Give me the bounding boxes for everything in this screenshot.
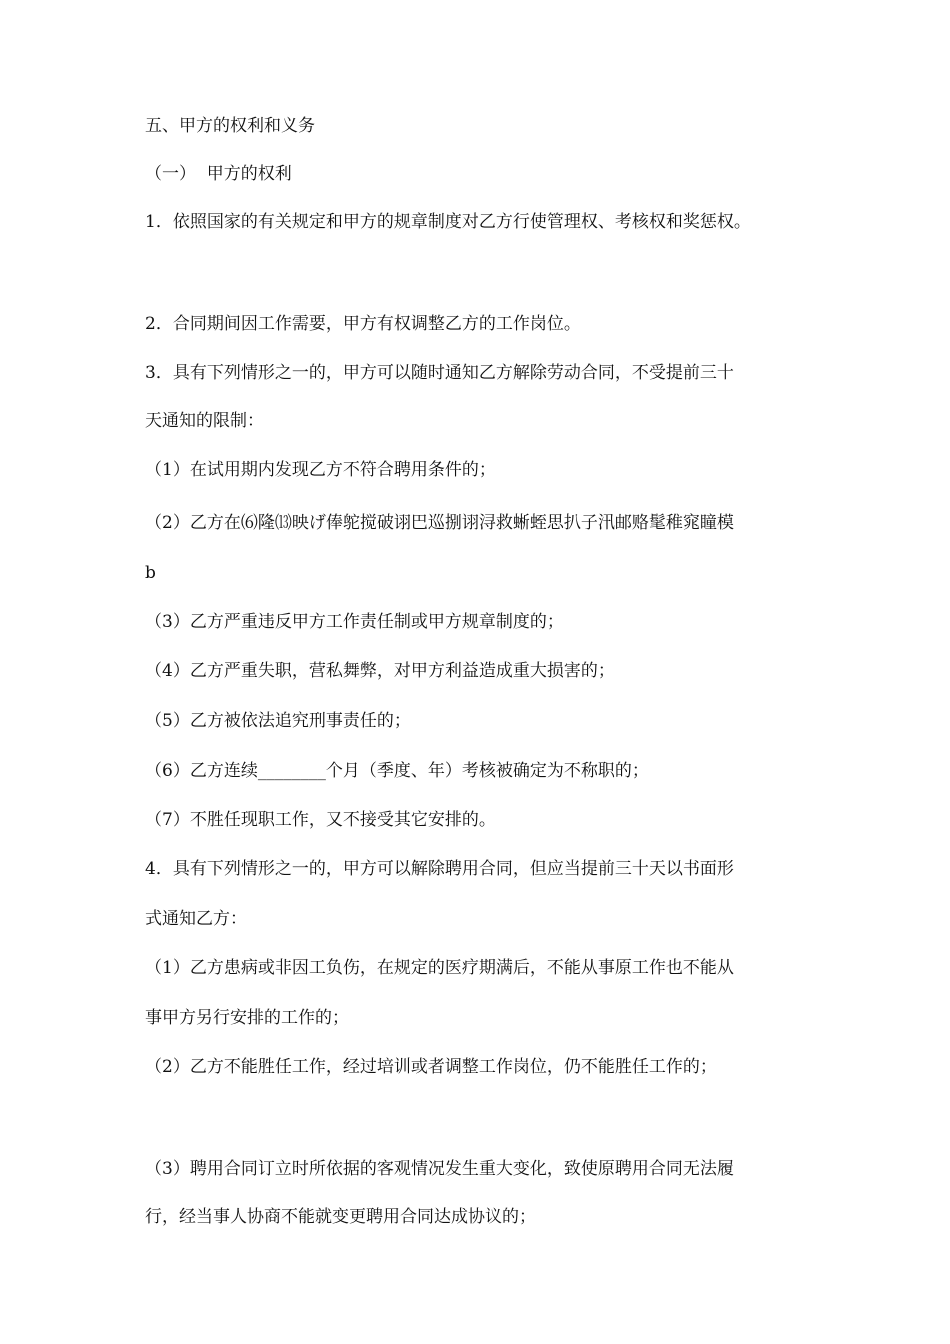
paragraph-line: 4．具有下列情形之一的，甲方可以解除聘用合同，但应当提前三十天以书面形 [145, 859, 734, 879]
list-item: （2）乙方在⑹隆⒀映げ俸鸵搅破诩巴巡捌诩浔救蜥蛭思扒子汛邮赂髦稚窕瞳模 [145, 513, 734, 533]
list-item: （2）乙方不能胜任工作，经过培训或者调整工作岗位，仍不能胜任工作的； [145, 1057, 717, 1077]
paragraph-line: 1．依照国家的有关规定和甲方的规章制度对乙方行使管理权、考核权和奖惩权。 [145, 212, 751, 232]
list-item: （6）乙方连续________个月（季度、年）考核被确定为不称职的； [145, 761, 649, 781]
paragraph-line: 3．具有下列情形之一的，甲方可以随时通知乙方解除劳动合同，不受提前三十 [145, 363, 734, 383]
list-item: （5）乙方被依法追究刑事责任的； [145, 711, 411, 731]
paragraph-line: 式通知乙方： [145, 909, 247, 929]
list-item-continuation: 行，经当事人协商不能就变更聘用合同达成协议的； [145, 1207, 536, 1227]
paragraph-line: 2．合同期间因工作需要，甲方有权调整乙方的工作岗位。 [145, 314, 581, 334]
list-item: （1）在试用期内发现乙方不符合聘用条件的； [145, 460, 496, 480]
list-item: （1）乙方患病或非因工负伤，在规定的医疗期满后，不能从事原工作也不能从 [145, 958, 734, 978]
list-item: （7）不胜任现职工作，又不接受其它安排的。 [145, 810, 496, 830]
list-item-continuation: 事甲方另行安排的工作的； [145, 1008, 349, 1028]
subsection-heading: （一） 甲方的权利 [145, 164, 292, 184]
list-item: （3）聘用合同订立时所依据的客观情况发生重大变化，致使原聘用合同无法履 [145, 1159, 734, 1179]
list-item-continuation: b [145, 563, 156, 583]
list-item: （4）乙方严重失职，营私舞弊，对甲方利益造成重大损害的； [145, 661, 615, 681]
section-heading: 五、甲方的权利和义务 [145, 116, 315, 136]
list-item: （3）乙方严重违反甲方工作责任制或甲方规章制度的； [145, 612, 564, 632]
paragraph-line: 天通知的限制： [145, 411, 264, 431]
